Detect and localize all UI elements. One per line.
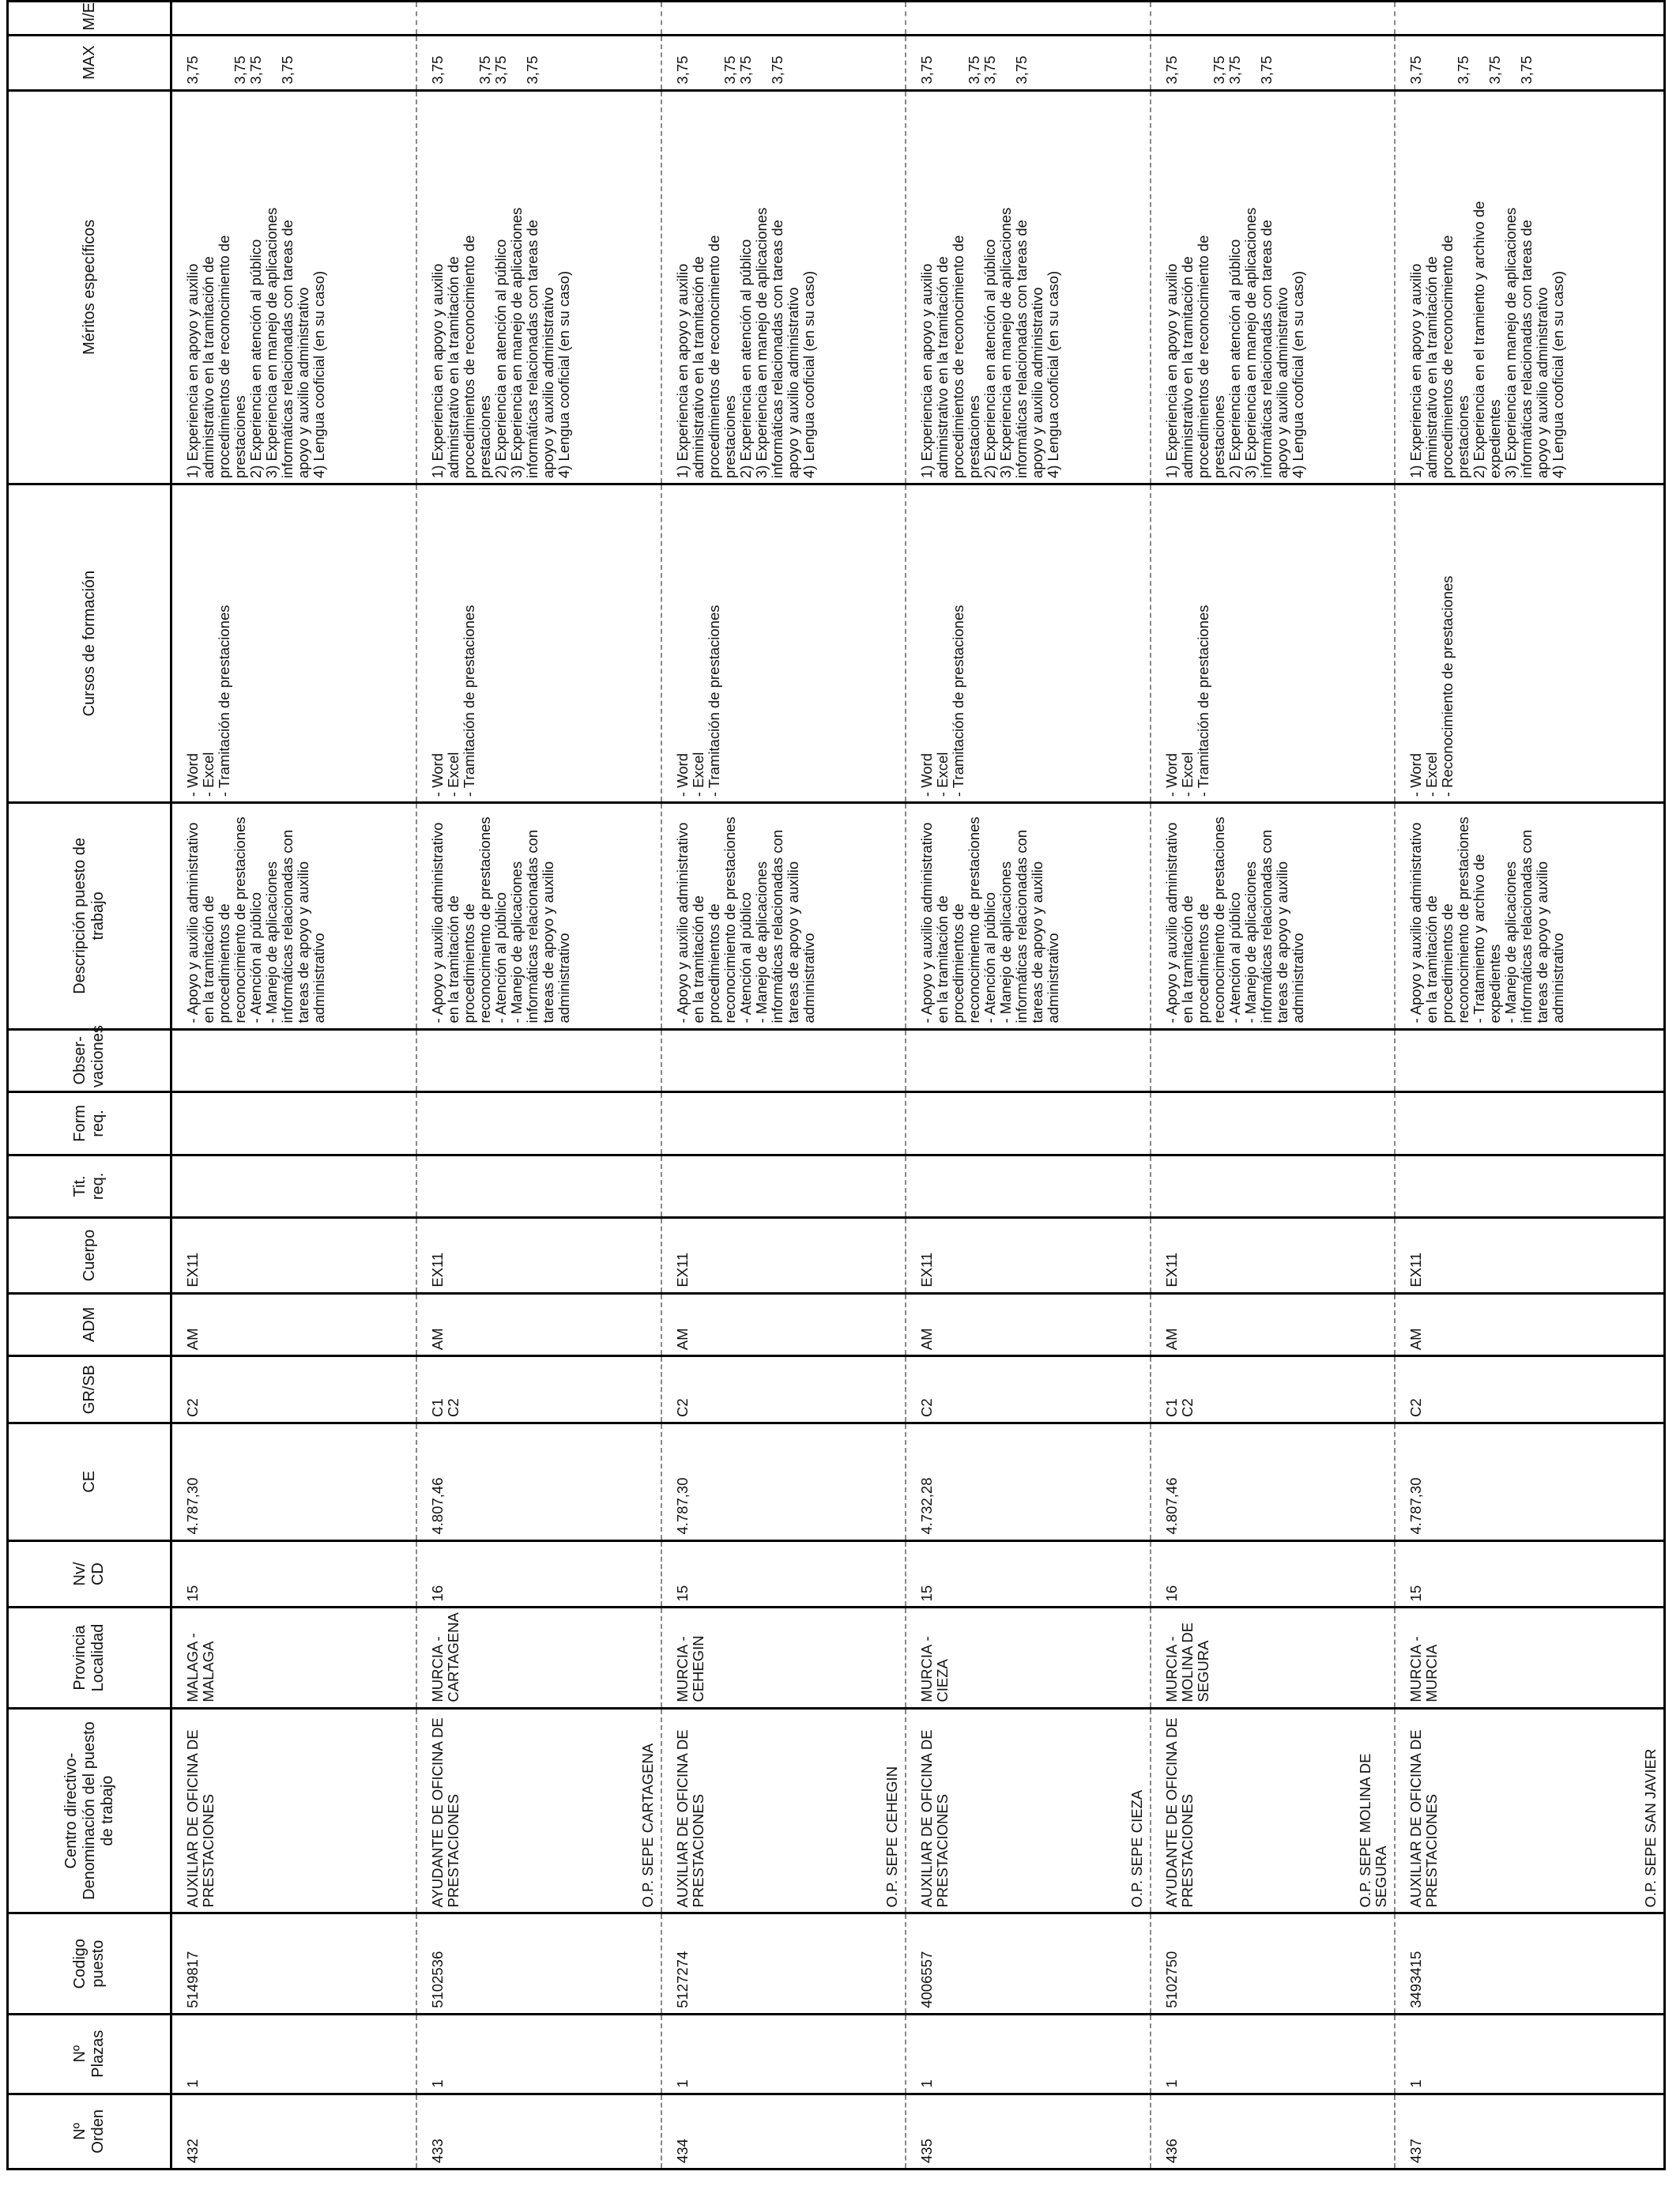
cell-descripcion: - Apoyo y auxilio administrativo en la tramitación de procedimientos de reconocimiento de prestaciones - Atención al público - Manejo de aplicaciones informáticas relacionadas con tareas de apoyo y auxilio administrativo [1151, 803, 1396, 1029]
cell-titulacion [1395, 1155, 1664, 1218]
cell-titulacion [416, 1155, 661, 1218]
cell-plazas: 1 [661, 2014, 906, 2094]
table-row [906, 2, 1151, 2169]
cell-descripcion: - Apoyo y auxilio administrativo en la tramitación de procedimientos de reconocimiento de prestaciones - Atención al público - Manejo de aplicaciones informáticas relacionadas con tareas de apoyo y auxilio administrativo [661, 803, 906, 1029]
cell-grupo: C2 [661, 1356, 906, 1423]
cell-formacion [1395, 1092, 1664, 1155]
job-positions-table [6, 0, 1666, 2170]
cell-max: 3,75 3,75 3,75 3,75 [906, 35, 1151, 90]
cell-grupo: C1 C2 [416, 1356, 661, 1423]
cell-cuerpo: EX11 [661, 1218, 906, 1293]
header-grupo: GR/SB [8, 1356, 171, 1423]
cell-observaciones [661, 1029, 906, 1092]
cell-cursos: - Word - Excel - Tramitación de prestaciones [416, 484, 661, 803]
header-centro: Centro directivo- Denominación del puesto de trabajo [8, 1708, 171, 1913]
header-cursos: Cursos de formación [8, 484, 171, 803]
cell-me [661, 2, 906, 36]
header-provincia: Provincia Localidad [8, 1608, 171, 1708]
cell-codigo: 5127274 [661, 1913, 906, 2014]
centro-name: O.P. SEPE MOLINA DE SEGURA [1357, 1753, 1390, 1908]
cell-max: 3,75 3,75 3,75 3,75 [1151, 35, 1396, 90]
puesto-name: AYUDANTE DE OFICINA DE PRESTACIONES [428, 1717, 461, 1908]
cell-descripcion: - Apoyo y auxilio administrativo en la tramitación de procedimientos de reconocimiento de prestaciones - Atención al público - Manejo de aplicaciones informáticas relacionadas con tareas de apoyo y auxilio administrativo [416, 803, 661, 1029]
cell-orden: 434 [661, 2094, 906, 2169]
table-row [171, 2, 416, 2169]
cell-ce: 4.787,30 [171, 1423, 416, 1540]
cell-centro [416, 1708, 661, 1913]
cell-orden: 436 [1151, 2094, 1396, 2169]
cell-plazas: 1 [1151, 2014, 1396, 2094]
cell-nivel: 15 [661, 1540, 906, 1608]
cell-adm: AM [171, 1293, 416, 1356]
table-row [1151, 2, 1396, 2169]
table-header-row [8, 2, 171, 2169]
cell-max: 3,75 3,75 3,75 3,75 [661, 35, 906, 90]
cell-provincia: MURCIA - MURCIA [1395, 1608, 1664, 1708]
cell-provincia: MURCIA - MOLINA DE SEGURA [1151, 1608, 1396, 1708]
cell-cursos: - Word - Excel - Reconocimiento de prestaciones [1395, 484, 1664, 803]
centro-name: O.P. SEPE CIEZA [1128, 1789, 1145, 1908]
puesto-name: AUXILIAR DE OFICINA DE PRESTACIONES [184, 1729, 217, 1908]
cell-ce: 4.732,28 [906, 1423, 1151, 1540]
cell-formacion [416, 1092, 661, 1155]
cell-provincia: MURCIA - CIEZA [906, 1608, 1151, 1708]
cell-formacion [906, 1092, 1151, 1155]
header-observaciones: Obser- vaciones [8, 1029, 171, 1092]
header-titulacion: Tit. req. [8, 1155, 171, 1218]
header-formacion: Form req. [8, 1092, 171, 1155]
centro-name: O.P. SEPE CARTAGENA [638, 1743, 656, 1908]
cell-centro [906, 1708, 1151, 1913]
cell-max: 3,75 3,75 3,75 3,75 [416, 35, 661, 90]
cell-plazas: 1 [171, 2014, 416, 2094]
header-meritos: Méritos específicos [8, 90, 171, 484]
cell-nivel: 15 [906, 1540, 1151, 1608]
table-row [661, 2, 906, 2169]
cell-cuerpo: EX11 [1151, 1218, 1396, 1293]
puesto-name: AYUDANTE DE OFICINA DE PRESTACIONES [1162, 1717, 1196, 1908]
cell-grupo: C1 C2 [1151, 1356, 1396, 1423]
cell-max: 3,75 3,75 3,75 3,75 [1395, 35, 1664, 90]
cell-ce: 4.807,46 [1151, 1423, 1396, 1540]
cell-titulacion [661, 1155, 906, 1218]
cell-meritos: 1) Experiencia en apoyo y auxilio administrativo en la tramitación de procedimientos de reconocimiento de prestaciones 2) Experiencia en el tramiento y archivo de expedientes 3) Experiencia en manejo de aplicaciones informáticas relacionadas con tareas de apoyo y auxilio administrativo 4) Lengua cooficial (en su caso) [1395, 90, 1664, 484]
cell-codigo: 3493415 [1395, 1913, 1664, 2014]
header-cuerpo: Cuerpo [8, 1218, 171, 1293]
cell-grupo: C2 [1395, 1356, 1664, 1423]
header-codigo: Codigo puesto [8, 1913, 171, 2014]
table-row [1395, 2, 1664, 2169]
cell-observaciones [416, 1029, 661, 1092]
cell-cuerpo: EX11 [171, 1218, 416, 1293]
cell-grupo: C2 [171, 1356, 416, 1423]
cell-meritos: 1) Experiencia en apoyo y auxilio administrativo en la tramitación de procedimientos de reconocimiento de prestaciones 2) Experiencia en atención al público 3) Experiencia en manejo de aplicaciones informáticas relacionadas con tareas de apoyo y auxilio administrativo 4) Lengua cooficial (en su caso) [906, 90, 1151, 484]
cell-ce: 4.787,30 [661, 1423, 906, 1540]
cell-nivel: 15 [171, 1540, 416, 1608]
header-descripcion: Descripción puesto de trabajo [8, 803, 171, 1029]
cell-observaciones [1151, 1029, 1396, 1092]
puesto-name: AUXILIAR DE OFICINA DE PRESTACIONES [673, 1729, 706, 1908]
cell-nivel: 16 [1151, 1540, 1396, 1608]
cell-cuerpo: EX11 [1395, 1218, 1664, 1293]
cell-nivel: 16 [416, 1540, 661, 1608]
cell-titulacion [906, 1155, 1151, 1218]
centro-name: O.P. SEPE SAN JAVIER [1642, 1748, 1659, 1908]
cell-me [906, 2, 1151, 36]
cell-codigo: 4006557 [906, 1913, 1151, 2014]
cell-max: 3,75 3,75 3,75 3,75 [171, 35, 416, 90]
cell-formacion [171, 1092, 416, 1155]
cell-adm: AM [661, 1293, 906, 1356]
cell-meritos: 1) Experiencia en apoyo y auxilio administrativo en la tramitación de procedimientos de reconocimiento de prestaciones 2) Experiencia en atención al público 3) Experiencia en manejo de aplicaciones informáticas relacionadas con tareas de apoyo y auxilio administrativo 4) Lengua cooficial (en su caso) [661, 90, 906, 484]
cell-provincia: MURCIA - CARTAGENA [416, 1608, 661, 1708]
cell-nivel: 15 [1395, 1540, 1664, 1608]
table-row [416, 2, 661, 2169]
cell-formacion [661, 1092, 906, 1155]
cell-observaciones [906, 1029, 1151, 1092]
cell-titulacion [1151, 1155, 1396, 1218]
cell-ce: 4.787,30 [1395, 1423, 1664, 1540]
cell-formacion [1151, 1092, 1396, 1155]
header-adm: ADM [8, 1293, 171, 1356]
cell-grupo: C2 [906, 1356, 1151, 1423]
cell-cursos: - Word - Excel - Tramitación de prestaciones [906, 484, 1151, 803]
cell-adm: AM [1151, 1293, 1396, 1356]
header-ce: CE [8, 1423, 171, 1540]
cell-descripcion: - Apoyo y auxilio administrativo en la tramitación de procedimientos de reconocimiento de prestaciones - Tratamiento y archivo de expedientes - Manejo de aplicaciones informáticas relacionadas con tareas de apoyo y auxilio administrativo [1395, 803, 1664, 1029]
cell-me [1395, 2, 1664, 36]
cell-me [416, 2, 661, 36]
cell-plazas: 1 [906, 2014, 1151, 2094]
header-plazas: Nº Plazas [8, 2014, 171, 2094]
cell-meritos: 1) Experiencia en apoyo y auxilio administrativo en la tramitación de procedimientos de reconocimiento de prestaciones 2) Experiencia en atención al público 3) Experiencia en manejo de aplicaciones informáticas relacionadas con tareas de apoyo y auxilio administrativo 4) Lengua cooficial (en su caso) [416, 90, 661, 484]
cell-codigo: 5149817 [171, 1913, 416, 2014]
cell-plazas: 1 [1395, 2014, 1664, 2094]
cell-provincia: MALAGA - MALAGA [171, 1608, 416, 1708]
header-nivel: Nv/ CD [8, 1540, 171, 1608]
cell-titulacion [171, 1155, 416, 1218]
cell-centro [171, 1708, 416, 1913]
cell-meritos: 1) Experiencia en apoyo y auxilio administrativo en la tramitación de procedimientos de reconocimiento de prestaciones 2) Experiencia en atención al público 3) Experiencia en manejo de aplicaciones informáticas relacionadas con tareas de apoyo y auxilio administrativo 4) Lengua cooficial (en su caso) [171, 90, 416, 484]
cell-codigo: 5102536 [416, 1913, 661, 2014]
cell-cursos: - Word - Excel - Tramitación de prestaciones [661, 484, 906, 803]
header-me: M/E [8, 2, 171, 36]
cell-cuerpo: EX11 [906, 1218, 1151, 1293]
cell-centro [1151, 1708, 1396, 1913]
cell-orden: 437 [1395, 2094, 1664, 2169]
header-orden: Nº Orden [8, 2094, 171, 2169]
cell-me [171, 2, 416, 36]
puesto-name: AUXILIAR DE OFICINA DE PRESTACIONES [1407, 1729, 1441, 1908]
cell-orden: 435 [906, 2094, 1151, 2169]
centro-name: O.P. SEPE CEHEGIN [883, 1766, 901, 1908]
cell-cursos: - Word - Excel - Tramitación de prestaciones [1151, 484, 1396, 803]
cell-observaciones [1395, 1029, 1664, 1092]
cell-meritos: 1) Experiencia en apoyo y auxilio administrativo en la tramitación de procedimientos de reconocimiento de prestaciones 2) Experiencia en atención al público 3) Experiencia en manejo de aplicaciones informáticas relacionadas con tareas de apoyo y auxilio administrativo 4) Lengua cooficial (en su caso) [1151, 90, 1396, 484]
cell-plazas: 1 [416, 2014, 661, 2094]
cell-centro [1395, 1708, 1664, 1913]
cell-adm: AM [416, 1293, 661, 1356]
cell-adm: AM [906, 1293, 1151, 1356]
cell-cuerpo: EX11 [416, 1218, 661, 1293]
cell-orden: 432 [171, 2094, 416, 2169]
cell-ce: 4.807,46 [416, 1423, 661, 1540]
puesto-name: AUXILIAR DE OFICINA DE PRESTACIONES [918, 1729, 951, 1908]
cell-orden: 433 [416, 2094, 661, 2169]
cell-observaciones [171, 1029, 416, 1092]
cell-centro [661, 1708, 906, 1913]
cell-codigo: 5102750 [1151, 1913, 1396, 2014]
cell-adm: AM [1395, 1293, 1664, 1356]
header-max: MAX [8, 35, 171, 90]
cell-me [1151, 2, 1396, 36]
cell-descripcion: - Apoyo y auxilio administrativo en la tramitación de procedimientos de reconocimiento de prestaciones - Atención al público - Manejo de aplicaciones informáticas relacionadas con tareas de apoyo y auxilio administrativo [171, 803, 416, 1029]
cell-descripcion: - Apoyo y auxilio administrativo en la tramitación de procedimientos de reconocimiento de prestaciones - Atención al público - Manejo de aplicaciones informáticas relacionadas con tareas de apoyo y auxilio administrativo [906, 803, 1151, 1029]
cell-cursos: - Word - Excel - Tramitación de prestaciones [171, 484, 416, 803]
cell-provincia: MURCIA - CEHEGIN [661, 1608, 906, 1708]
